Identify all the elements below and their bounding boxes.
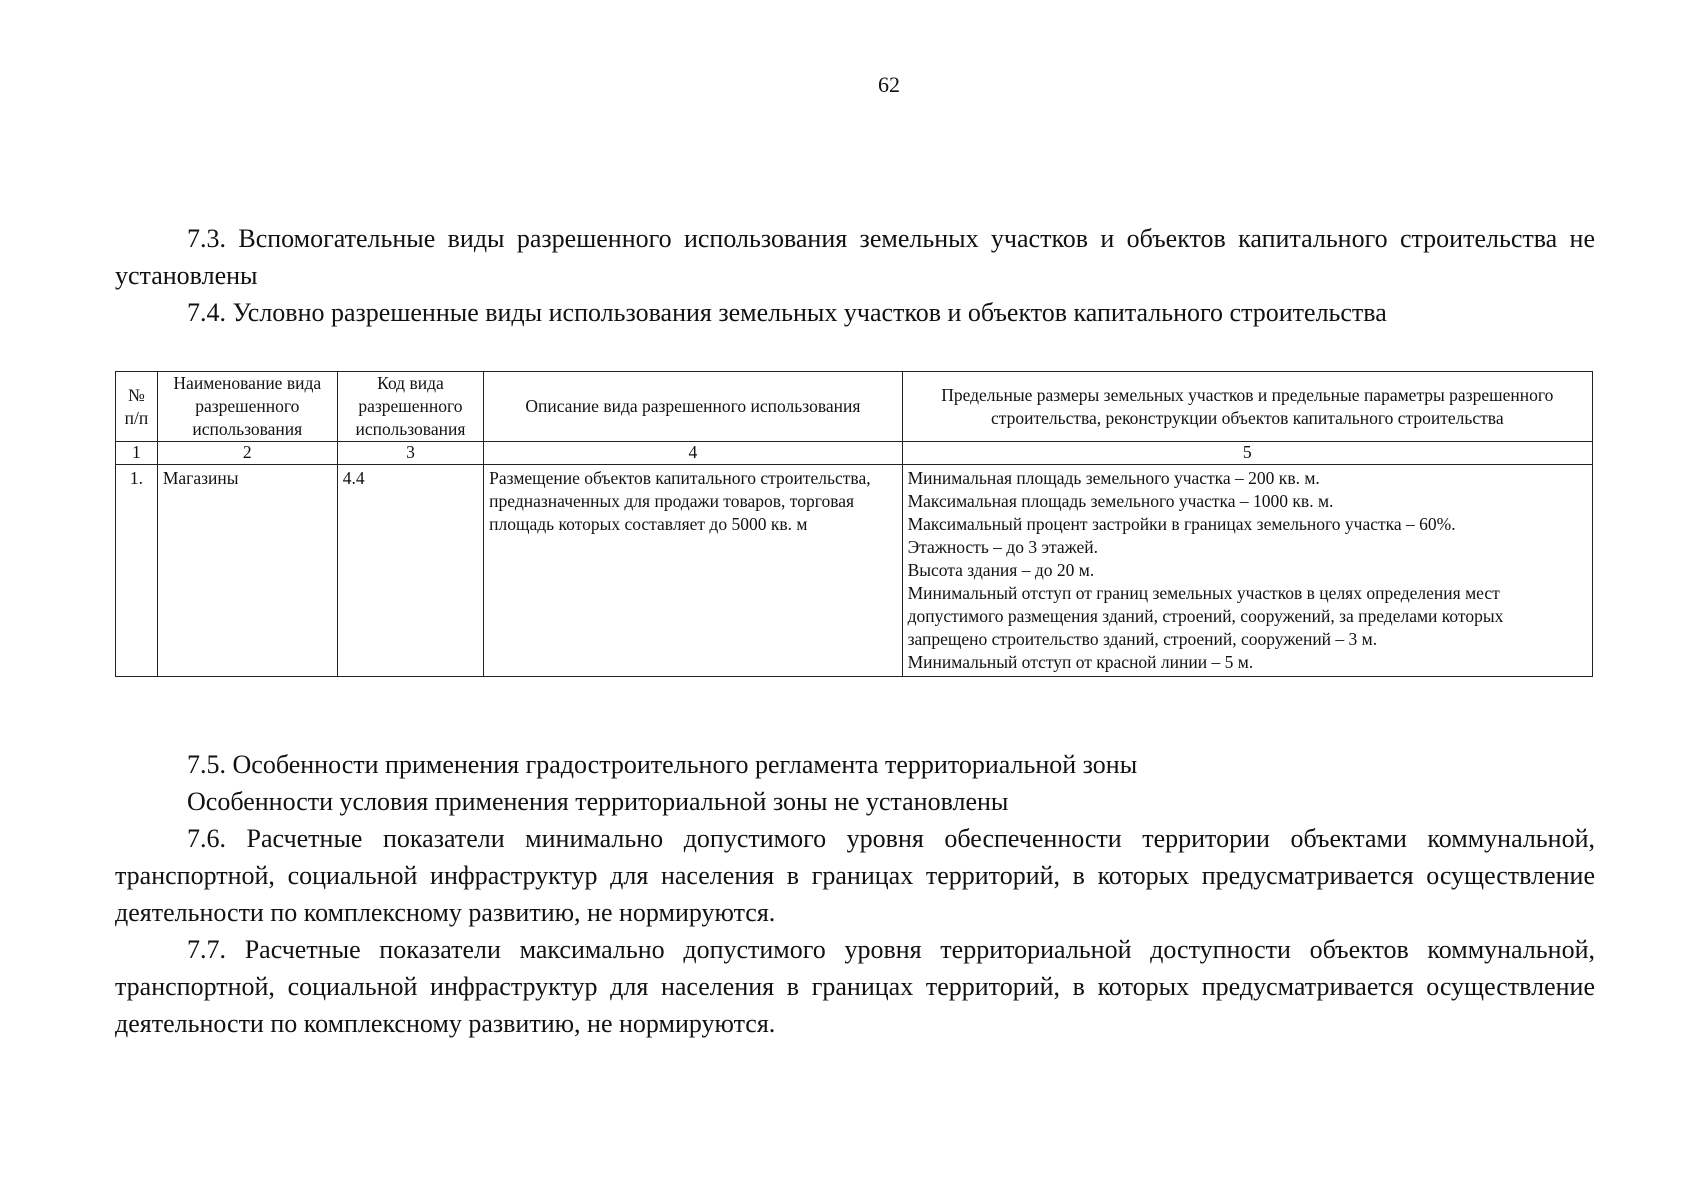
row-code: 4.4 [337,465,483,677]
section-7-3: 7.3. Вспомогательные виды разрешенного использования земельных участков и объектов капитального строительства не установлены [115,224,1595,290]
header-name: Наименование вида разрешенного использования [157,372,337,442]
section-7-4: 7.4. Условно разрешенные виды использования земельных участков и объектов капитального строительства [187,298,1387,327]
section-7-5-text: Особенности условия применения территориальной зоны не установлены [187,787,1009,816]
index-cell: 5 [902,442,1592,465]
param-line: Этажность – до 3 этажей. [907,537,1098,557]
header-description: Описание вида разрешенного использования [484,372,902,442]
row-name: Магазины [157,465,337,677]
param-line: Минимальный отступ от красной линии – 5 м. [907,652,1254,672]
bottom-text-block [115,746,1595,1042]
index-cell: 1 [116,442,158,465]
param-line: Максимальная площадь земельного участка – 1000 кв. м. [907,491,1334,511]
table-row [116,465,1593,677]
param-line: Высота здания – до 20 м. [907,560,1095,580]
row-num: 1. [116,465,158,677]
header-num: № п/п [116,372,158,442]
section-7-6: 7.6. Расчетные показатели минимально допустимого уровня обеспеченности территории объектами коммунальной, транспортной, социальной инфраструктур для населения в границах территорий, в которых предусматривается осуществление деятельности по комплексному развитию, не нормируются. [115,824,1595,927]
index-cell: 3 [337,442,483,465]
row-params [902,465,1592,677]
table-index-row [116,442,1593,465]
row-description: Размещение объектов капитального строительства, предназначенных для продажи товаров, торговая площадь которых составляет до 5000 кв. м [484,465,902,677]
section-7-5: 7.5. Особенности применения градостроительного регламента территориальной зоны [187,750,1138,779]
param-line: Минимальная площадь земельного участка – 200 кв. м. [907,468,1320,488]
page-number: 62 [878,72,900,97]
header-code: Код вида разрешенного использования [337,372,483,442]
top-text-block [115,220,1595,331]
param-line: Максимальный процент застройки в границах земельного участка – 60%. [907,514,1456,534]
index-cell: 4 [484,442,902,465]
index-cell: 2 [157,442,337,465]
header-params: Предельные размеры земельных участков и предельные параметры разрешенного строительства, реконструкции объектов капитального строительства [902,372,1592,442]
table-header-row [116,372,1593,442]
permitted-use-table [115,371,1593,677]
section-7-7: 7.7. Расчетные показатели максимально допустимого уровня территориальной доступности объектов коммунальной, транспортной, социальной инфраструктур для населения в границах территорий, в которых предусматривается осуществление деятельности по комплексному развитию, не нормируются. [115,935,1595,1038]
param-line: Минимальный отступ от границ земельных участков в целях определения мест допустимого размещения зданий, строений, сооружений, за пределами которых запрещено строительство зданий, строений, сооружений – 3 м. [907,583,1504,649]
